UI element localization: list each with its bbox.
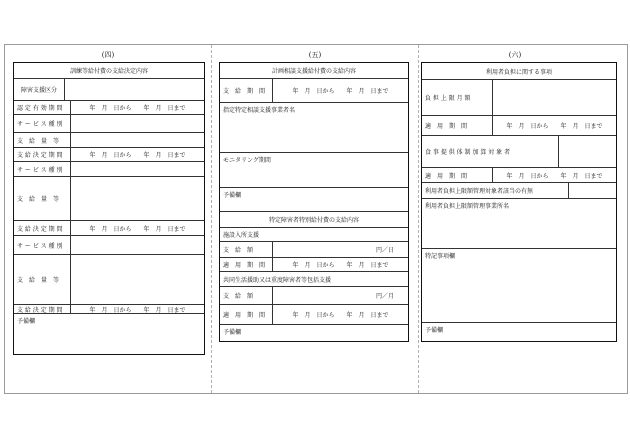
period-b-label: 適 用 期 間 (223, 312, 266, 319)
cap-management-value (568, 183, 616, 198)
panel4-amount-1-row (14, 132, 204, 147)
service-type-3-value (70, 236, 204, 254)
panel5-special-title-row (220, 211, 408, 227)
panel4-amount-3-row (14, 254, 204, 304)
panel5-heading: (五) (308, 51, 322, 59)
panel4-decision-period-1-row (14, 147, 204, 161)
panel5-amount-b-row (220, 286, 408, 304)
panel6-heading: (六) (508, 51, 522, 59)
amount-a-unit: 円／日 (272, 242, 408, 257)
panel5-period-b-row (220, 304, 408, 324)
monitoring-period-label: モニタリング期間 (223, 157, 271, 164)
panel4-service-type-3-row (14, 235, 204, 254)
panel4-cert-period-row (14, 100, 204, 114)
amount-b-label: 支 給 額 (223, 293, 254, 300)
panel4-decision-period-3-row (14, 304, 204, 313)
panel6-title-row (422, 63, 616, 79)
amount-2-value (70, 177, 204, 220)
service-type-1-value (70, 115, 204, 132)
period-b-value: 年 月 日から 年 月 日まで (272, 305, 408, 324)
cert-period-label: 認 定 有 効 期 間 (17, 105, 63, 112)
burden-cap-label: 負 担 上 限 月 額 (425, 95, 471, 102)
panel6-remarks-row (422, 322, 616, 341)
disability-category-value (64, 79, 204, 100)
service-type-3-label: サ ー ビ ス 種 別 (17, 242, 63, 250)
panel4-service-type-1-row (14, 114, 204, 132)
payment-period-value: 年 月 日から 年 月 日まで (272, 79, 408, 102)
period-1-label: 適 用 期 間 (425, 123, 468, 130)
panel4-decision-period-2-row (14, 220, 204, 235)
amount-1-value (70, 133, 204, 147)
fold-line-1 (211, 45, 212, 393)
panel5-remarks-2-row (220, 324, 408, 341)
panel5-group-home-row (220, 271, 408, 286)
panel5-title-row (220, 63, 408, 78)
panel4-remarks-row (14, 313, 204, 354)
special-benefit-title: 特定障害者特別給付費の支給内容 (268, 217, 359, 224)
panel6-meal-row (422, 135, 616, 167)
decision-period-1-value: 年 月 日から 年 月 日まで (70, 148, 204, 161)
amount-b-unit: 円／月 (272, 287, 408, 304)
panel6-notes-row (422, 248, 616, 322)
period-1-value: 年 月 日から 年 月 日まで (492, 116, 616, 135)
meal-subsidy-value (558, 136, 616, 167)
panel4-training-benefits (13, 62, 205, 355)
recipient-certificate-sheet (4, 44, 628, 394)
panel5-title: 計画相談支援給付費の支給内容 (271, 68, 356, 75)
panel6-cap-office-row (422, 198, 616, 248)
panel4-heading: (四) (101, 51, 115, 59)
service-type-1-label: サ ー ビ ス 種 別 (17, 121, 63, 128)
panel4-amount-2-row (14, 176, 204, 220)
panel4-title-row (14, 63, 204, 78)
decision-period-2-label: 支 給 決 定 期 間 (17, 225, 63, 233)
decision-period-2-value: 年 月 日から 年 月 日まで (70, 221, 204, 235)
service-type-2-label: サ ー ビ ス 種 別 (17, 166, 63, 174)
facility-support-label: 施設入所支援 (223, 232, 260, 239)
panel5-remarks-1-label: 予備欄 (223, 192, 242, 199)
panel5-facility-row (220, 227, 408, 241)
panel5-remarks-1-row (220, 187, 408, 211)
panel5-payment-period-row (220, 78, 408, 102)
special-notes-label: 特記事項欄 (425, 253, 456, 260)
amount-3-value (70, 255, 204, 304)
panel6-period-2-row (422, 167, 616, 182)
cert-period-value: 年 月 日から 年 月 日まで (70, 101, 204, 114)
cap-management-label: 利用者負担上限額管理対象者該当の有無 (425, 188, 534, 195)
period-a-value: 年 月 日から 年 月 日まで (272, 258, 408, 271)
fold-line-2 (418, 45, 419, 393)
amount-1-label: 支 給 量 等 (17, 137, 60, 145)
cap-office-label: 利用者負担上限額管理事業所名 (425, 203, 510, 210)
designated-office-label: 指定特定相談支援事業者名 (223, 107, 296, 114)
payment-period-label: 支 給 期 間 (223, 88, 266, 95)
panel6-cap-management-row (422, 182, 616, 198)
period-2-label: 適 用 期 間 (425, 172, 468, 180)
panel6-remarks-label: 予備欄 (425, 327, 444, 334)
panel4-title: 訓練等給付費の支給決定内容 (69, 68, 148, 75)
burden-cap-value (492, 80, 616, 115)
decision-period-3-label: 支 給 決 定 期 間 (17, 306, 63, 313)
panel4-service-type-2-row (14, 161, 204, 176)
amount-3-label: 支 給 量 等 (17, 277, 60, 284)
panel5-period-a-row (220, 257, 408, 271)
amount-2-label: 支 給 量 等 (17, 196, 60, 203)
period-2-value: 年 月 日から 年 月 日まで (492, 168, 616, 182)
panel6-burden-cap-row (422, 79, 616, 115)
panel5-office-row (220, 102, 408, 152)
panel5-remarks-2-label: 予備欄 (223, 329, 242, 336)
decision-period-3-value: 年 月 日から 年 月 日まで (70, 305, 204, 313)
period-a-label: 適 用 期 間 (223, 262, 266, 269)
panel4-category-row (14, 78, 204, 100)
panel6-title: 利用者負担に関する事項 (485, 68, 552, 76)
panel6-user-burden (421, 62, 617, 342)
panel4-remarks-label: 予備欄 (17, 318, 36, 325)
panel5-amount-a-row (220, 241, 408, 257)
meal-subsidy-label: 食 事 提 供 体 制 加 算 対 象 者 (425, 149, 511, 156)
decision-period-1-label: 支 給 決 定 期 間 (17, 152, 63, 159)
disability-category-label: 障害支援区分 (20, 87, 57, 94)
group-home-label: 共同生活援助又は重度障害者等包括支援 (223, 276, 332, 284)
panel5-monitoring-row (220, 152, 408, 187)
amount-a-label: 支 給 額 (223, 247, 254, 254)
panel6-period-1-row (422, 115, 616, 135)
service-type-2-value (70, 162, 204, 176)
panel5-planning-support (219, 62, 409, 342)
